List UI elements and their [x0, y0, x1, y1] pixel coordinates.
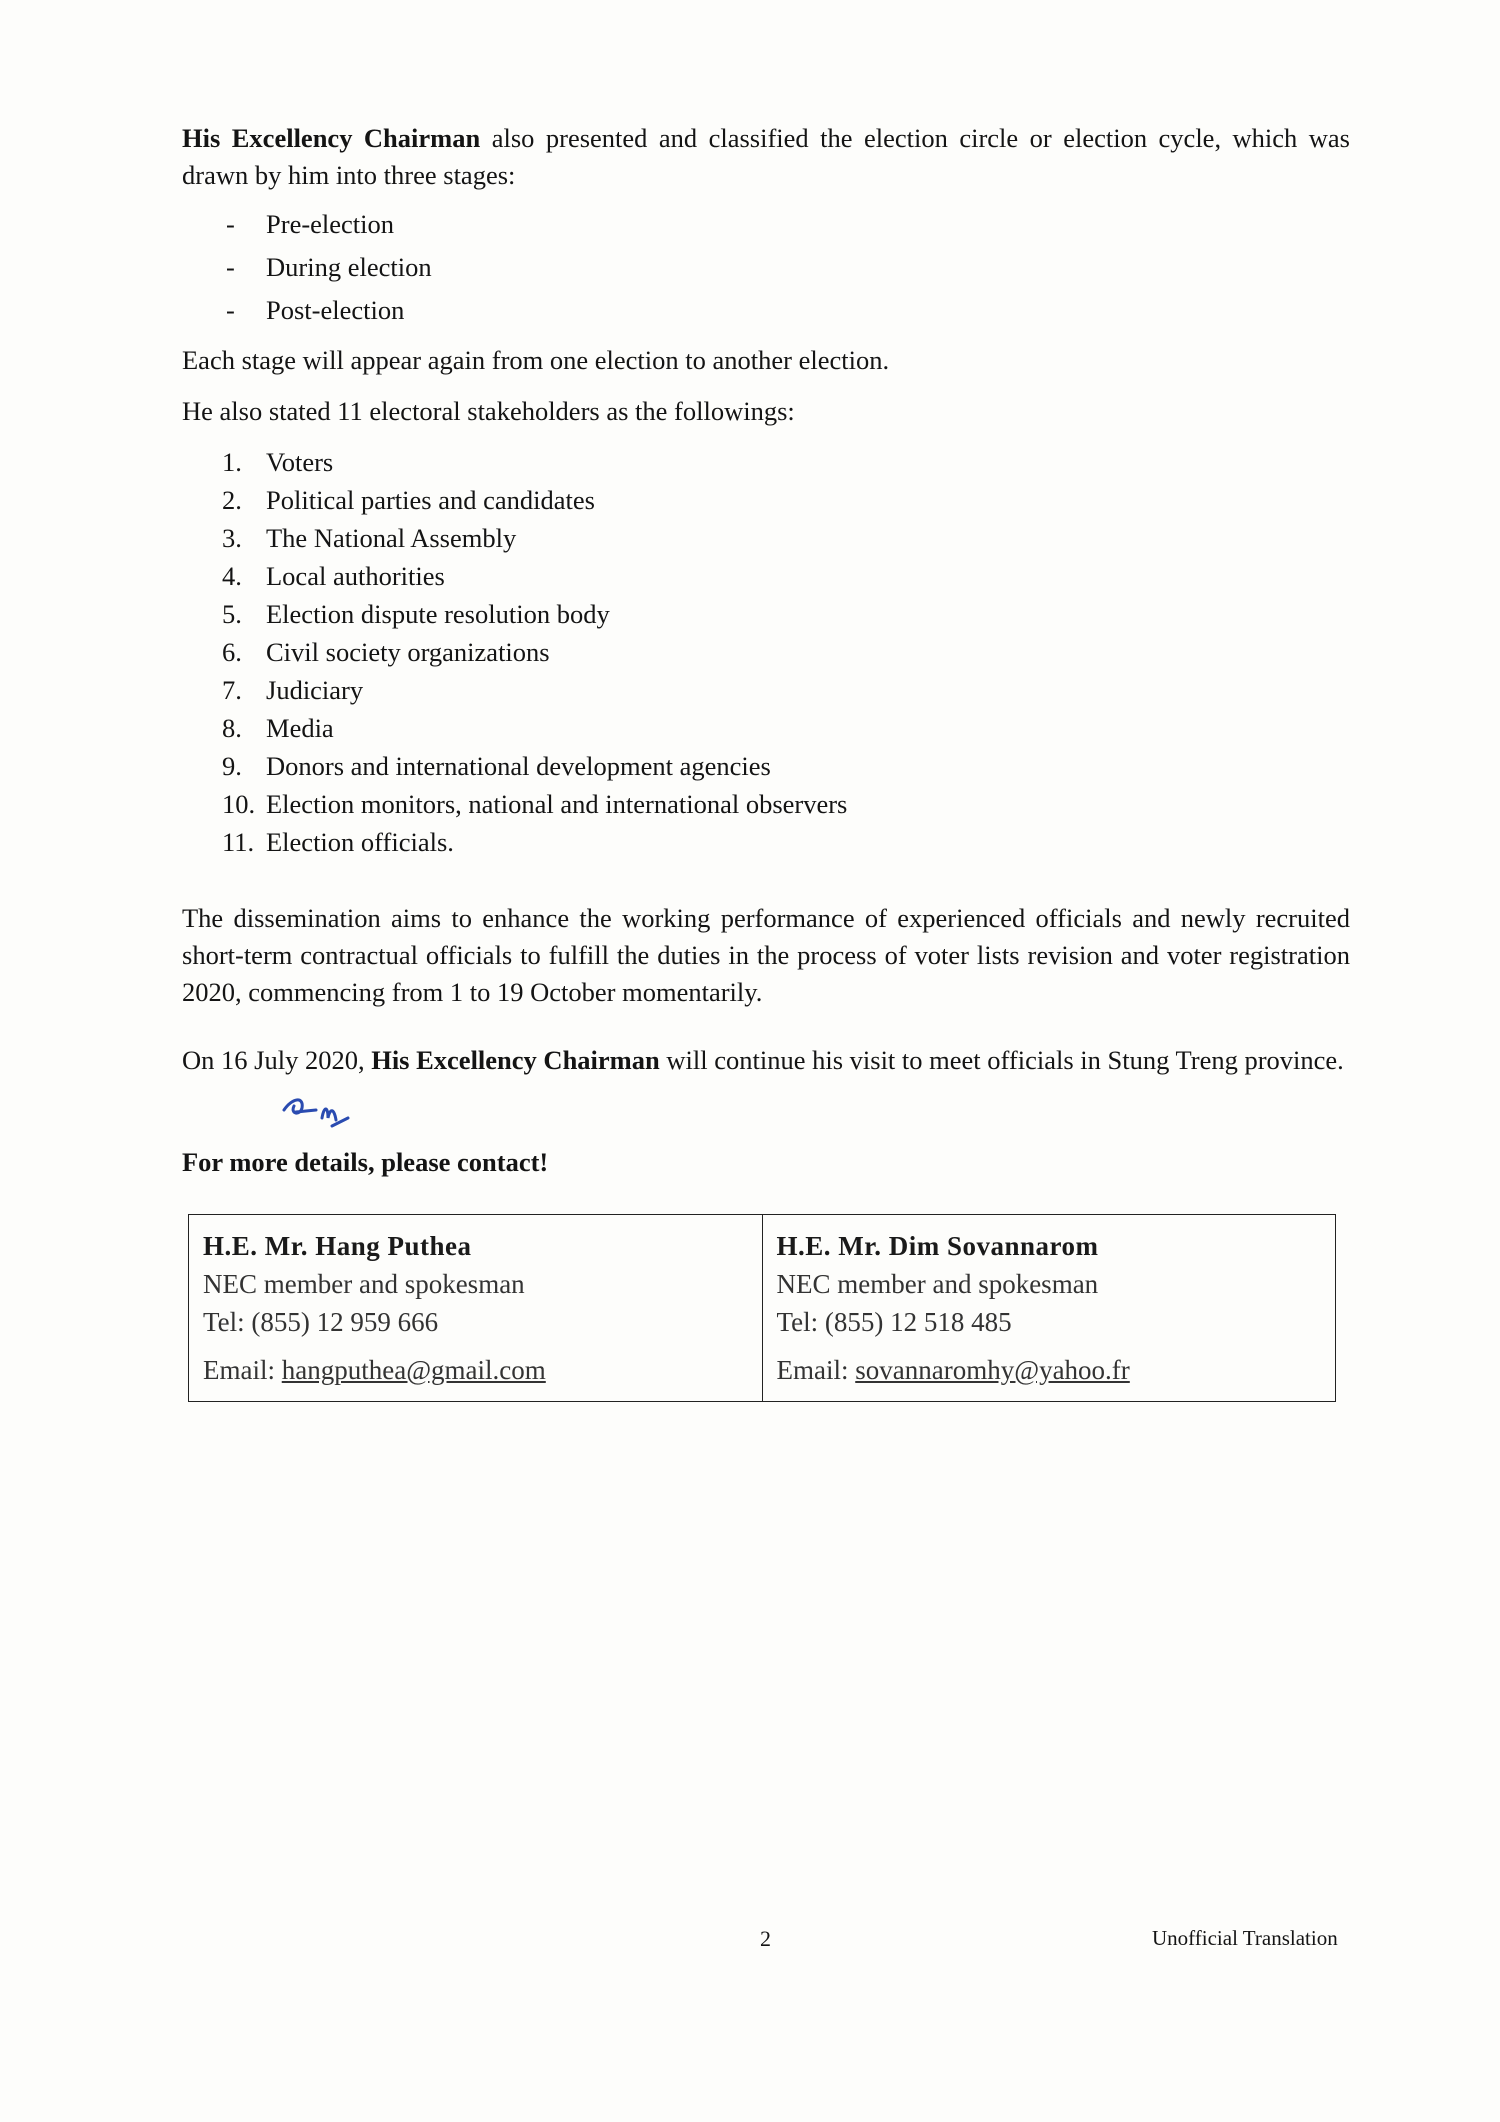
email-label: Email: — [203, 1355, 282, 1385]
signature-mark — [282, 1088, 362, 1132]
contact-tel: Tel: (855) 12 959 666 — [203, 1307, 439, 1337]
contact-tel: Tel: (855) 12 518 485 — [776, 1307, 1012, 1337]
stage-label: During election — [266, 252, 432, 282]
paragraph-stakeholders-intro: He also stated 11 electoral stakeholders as the followings: — [182, 396, 795, 426]
email-link[interactable]: sovannaromhy@yahoo.fr — [855, 1355, 1130, 1385]
contact-name: H.E. Mr. Hang Puthea — [203, 1231, 472, 1261]
paragraph-text: will continue his visit to meet officials in Stung Treng province. — [659, 1045, 1344, 1075]
stage-label: Pre-election — [266, 209, 395, 239]
contact-table — [188, 1214, 1336, 1402]
contact-card — [762, 1215, 1336, 1402]
stakeholder-item: 5. Election dispute resolution body — [222, 599, 610, 629]
stage-item: - Post-election — [226, 295, 405, 325]
stakeholder-item: 1. Voters — [222, 447, 334, 477]
stakeholder-item: 2. Political parties and candidates — [222, 485, 595, 515]
contact-email-line — [777, 1351, 1322, 1389]
stage-label: Post-election — [266, 295, 405, 325]
footer-note: Unofficial Translation — [1152, 1926, 1338, 1950]
contact-name: H.E. Mr. Dim Sovannarom — [776, 1231, 1099, 1261]
paragraph-dissemination: The dissemination aims to enhance the working performance of experienced officials and newly recruited short-term contractual officials to fulfill the duties in the process of voter lists revision and voter registration 2020, commencing from 1 to 19 October momentarily. — [182, 903, 1350, 1007]
contact-card — [189, 1215, 763, 1402]
chairman-bold: His Excellency Chairman — [371, 1045, 660, 1075]
contact-email-line — [203, 1351, 748, 1389]
contact-role: NEC member and spokesman — [776, 1269, 1099, 1299]
paragraph-text: On 16 July 2020, — [182, 1045, 372, 1075]
paragraph-election-cycle — [182, 120, 1350, 194]
stakeholder-item: 3. The National Assembly — [222, 523, 517, 553]
stakeholder-item: 10. Election monitors, national and international observers — [222, 789, 848, 819]
stage-item: - Pre-election — [226, 209, 395, 239]
stakeholder-item: 11. Election officials. — [222, 827, 454, 857]
stakeholder-item: 9. Donors and international development agencies — [222, 751, 771, 781]
paragraph-visit — [182, 1042, 1350, 1079]
paragraph-text: also presented and classified the election circle or election cycle, which was drawn by him into three stages: — [182, 123, 1350, 190]
contact-role: NEC member and spokesman — [203, 1269, 525, 1299]
stakeholder-item: 7. Judiciary — [222, 675, 364, 705]
email-link[interactable]: hangputhea@gmail.com — [281, 1355, 546, 1385]
paragraph-each-stage: Each stage will appear again from one election to another election. — [182, 345, 890, 375]
chairman-bold: His Excellency Chairman — [182, 123, 481, 153]
stakeholder-item: 4. Local authorities — [222, 561, 445, 591]
stakeholder-item: 6. Civil society organizations — [222, 637, 550, 667]
stakeholder-item: 8. Media — [222, 713, 334, 743]
stage-item: - During election — [226, 252, 432, 282]
page-number: 2 — [760, 1926, 771, 1951]
email-label: Email: — [776, 1355, 856, 1385]
contact-heading: For more details, please contact! — [182, 1147, 549, 1177]
